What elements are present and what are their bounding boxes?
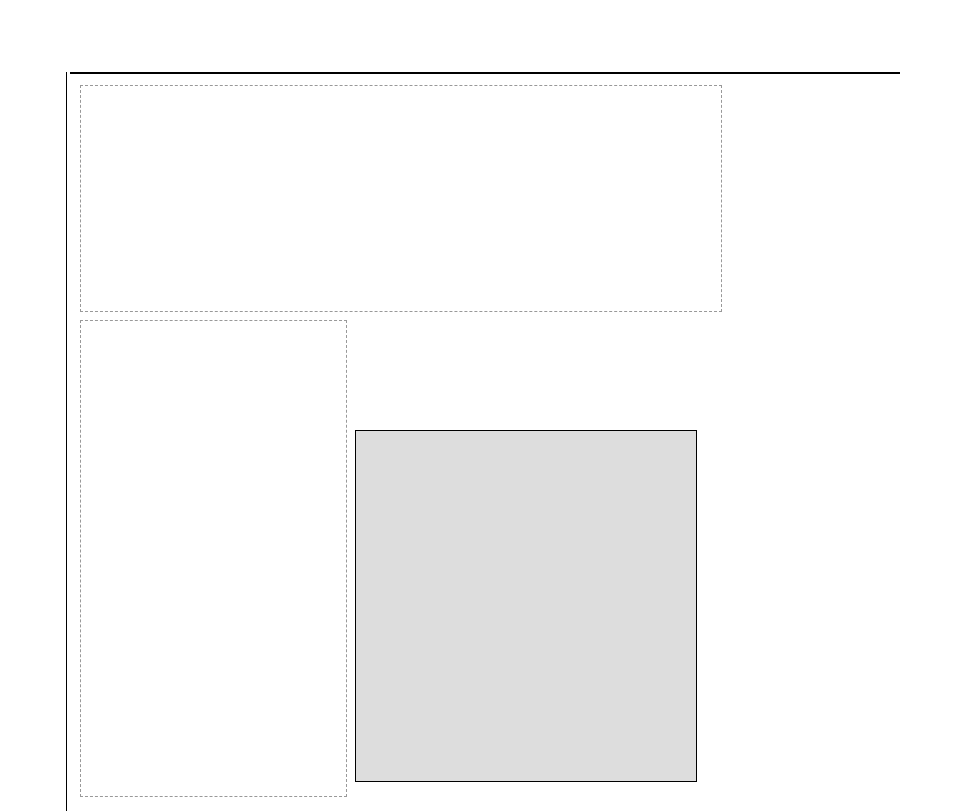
frame-left-rule	[66, 72, 67, 811]
author-byline	[830, 620, 920, 780]
body-text-upper	[80, 85, 722, 312]
frame-top-rule	[70, 72, 900, 74]
masthead	[70, 30, 900, 68]
illustration-commuter	[355, 430, 697, 782]
body-text-lower-left	[80, 320, 347, 797]
handwritten-headline	[735, 100, 885, 600]
illustration-credit	[360, 320, 480, 420]
series-side-note	[8, 650, 38, 810]
